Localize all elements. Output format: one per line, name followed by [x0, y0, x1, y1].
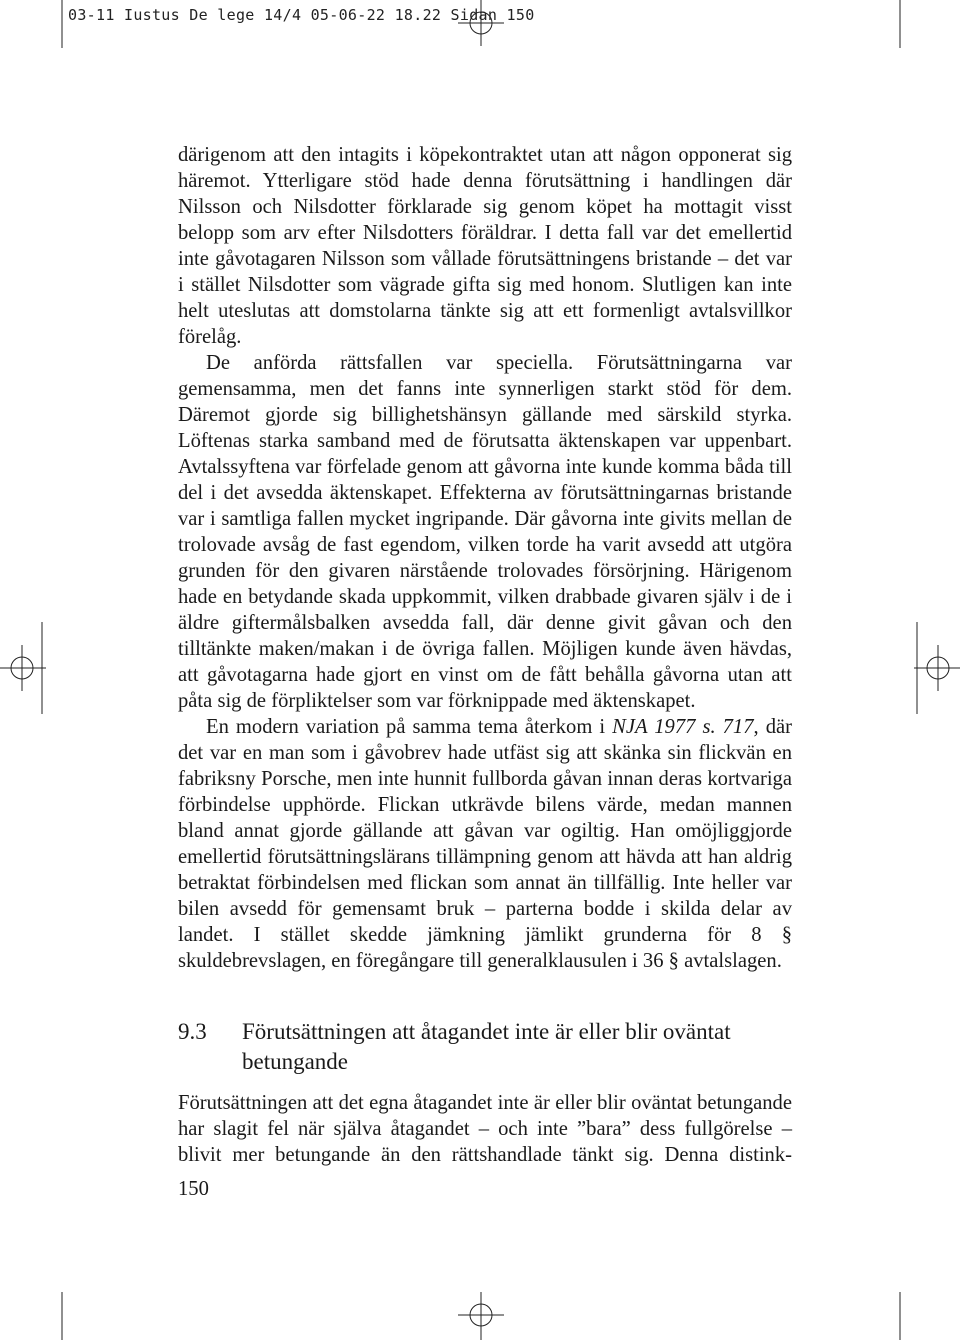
- page-body: [178, 142, 792, 1168]
- page-number: 150: [178, 1178, 209, 1200]
- paragraph-3-before: En modern variation på samma tema återkom i: [206, 716, 613, 738]
- print-slug-line: 03-11 Iustus De lege 14/4 05-06-22 18.22 Sidan 150: [68, 6, 535, 24]
- registration-mark-left: [0, 622, 46, 714]
- registration-mark-bottom: [458, 1292, 504, 1340]
- registration-mark-top: [458, 0, 504, 46]
- section-body: Förutsättningen att det egna åtagandet inte är eller blir oväntat betungande har slagit fel när själva åtagandet – och inte ”bara” dess fullgörelse – blivit mer betungande än den rättshandlade tänkt sig. Denna distink-: [178, 1092, 792, 1166]
- paragraph-3-after: , där det var en man som i gåvobrev hade utfäst sig att skänka sin flickvän en fabriksny Porsche, men inte hunnit fullborda gåvan innan deras kortvariga förbindelse upphörde. Flickan utkrävde bilens värde, medan mannen bland annat gjorde gällande att gåvan var ogiltig. Han omöjliggjorde emellertid förutsättningslärans tillämpning genom att hävda att han aldrig betraktat förbindelsen med flickan som annat än tillfällig. Inte heller var bilen avsedd för gemensamt bruk – parterna bodde i skilda delar av landet. I stället skedde jämkning jämlikt grunderna för 8 § skuldebrevslagen, en föregångare till generalklausulen i 36 § avtalslagen.: [178, 716, 792, 972]
- paragraph-1: därigenom att den intagits i köpekontraktet utan att någon opponerat sig häremot. Ytterligare stöd hade denna förutsättning i handlingen där Nilsson och Nilsdotter förklarade sig genom köpet ha mottagit visst belopp som arv efter Nilsdotters föräldrar. I detta fall var det emellertid inte gåvotagaren Nilsson som vållade förutsättningens bristande – det var i stället Nilsdotter som vägrade gifta sig med honom. Slutligen kan inte helt uteslutas att domstolarna tänkte sig att ett formenligt avtalsvillkor förelåg.: [178, 144, 792, 348]
- section-number: 9.3: [178, 1019, 207, 1044]
- paragraph-3: [178, 714, 792, 974]
- section-title: Förutsättningen att åtagandet inte är eller blir oväntat betungande: [242, 1019, 731, 1074]
- paragraph-2: De anförda rättsfallen var speciella. Förutsättningarna var gemensamma, men det fanns inte synnerligen starkt stöd för dem. Däremot gjorde sig billighetshänsyn gällande med särskild styrka. Löftenas starka samband med de förutsatta äktenskapen var uppenbart. Avtalssyftena var förfelade genom att gåvorna inte kunde komma båda till del i det avsedda äktenskapet. Effekterna av förutsättningarnas bristande var i samtliga fallen mycket ingripande. Där gåvorna inte givits mellan de trolovade avsåg de fast egendom, vilken torde ha varit avsedd att utgöra grunden för den givaren närstående trolovades försörjning. Härigenom hade en betydande skada uppkommit, vilken drabbade givaren själv i de i äldre giftermålsbalken avsedda fall, där denne givit gåvan och den tilltänkte maken/makan i de övriga fallen. Möjligen kunde även hävdas, att gåvotagarna hade gjort en vinst om de fått behålla gåvorna utan att påta sig de förpliktelser som var förknippade med äktenskapet.: [178, 352, 792, 712]
- section-heading: [178, 1017, 792, 1077]
- case-reference: NJA 1977 s. 717: [612, 716, 754, 738]
- registration-mark-right: [914, 622, 960, 714]
